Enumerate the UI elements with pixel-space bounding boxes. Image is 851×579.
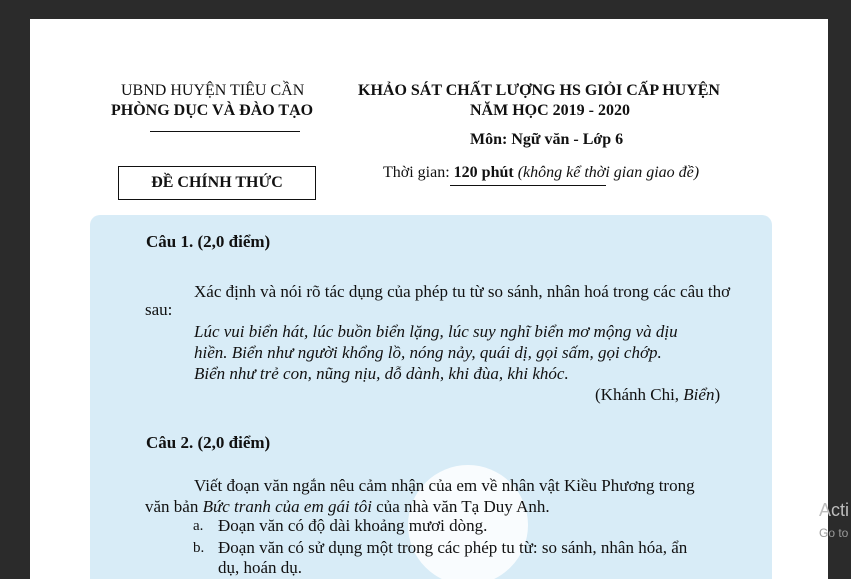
department-line1: UBND HUYỆN TIÊU CẦN: [121, 82, 305, 99]
poem-line-3: Biển như trẻ con, nũng nịu, dỗ dành, khi đùa, khi khóc.: [194, 364, 569, 383]
item-b-text-line1: Đoạn văn có sử dụng một trong các phép tu từ: so sánh, nhân hóa, ẩn: [218, 538, 688, 557]
question-2-title: Câu 2. (2,0 điểm): [146, 433, 271, 452]
poem-source: [595, 384, 720, 405]
underline-time: [450, 185, 606, 186]
time-value: 120 phút: [453, 164, 514, 181]
document-page: [30, 19, 828, 579]
prompt-part-a: văn bản: [145, 497, 203, 516]
underline-department: [150, 131, 300, 132]
question-1-prompt-line1: Xác định và nói rõ tác dụng của phép tu từ so sánh, nhân hoá trong các câu thơ: [194, 282, 731, 301]
official-exam-box: ĐỀ CHÍNH THỨC: [118, 166, 316, 200]
item-a-text: Đoạn văn có độ dài khoảng mươi dòng.: [218, 516, 488, 535]
poem-line-1: Lúc vui biển hát, lúc buồn biển lặng, lúc suy nghĩ biển mơ mộng và dịu: [194, 322, 678, 341]
time-label: Thời gian:: [383, 164, 454, 181]
exam-time: [383, 163, 699, 183]
question-1-title: Câu 1. (2,0 điểm): [146, 232, 271, 251]
exam-subject: Môn: Ngữ văn - Lớp 6: [470, 131, 624, 148]
department-line2: PHÒNG DỤC VÀ ĐÀO TẠO: [111, 102, 314, 119]
prompt-part-c: của nhà văn Tạ Duy Anh.: [371, 497, 550, 516]
source-work: Biển: [683, 385, 715, 404]
exam-title-line2: NĂM HỌC 2019 - 2020: [470, 102, 630, 119]
source-author: (Khánh Chi,: [595, 385, 684, 404]
question-2-prompt-line2: [145, 496, 550, 517]
item-b-text-line2: dụ, hoán dụ.: [218, 558, 303, 577]
exam-title-line1: KHẢO SÁT CHẤT LƯỢNG HS GIỎI CẤP HUYỆN: [358, 82, 720, 99]
item-b-marker: b.: [193, 540, 205, 556]
windows-activation-hint: Go to: [819, 526, 849, 540]
windows-activation-text: Acti: [819, 500, 850, 520]
question-1-prompt-line2: sau:: [145, 300, 173, 319]
item-a-marker: a.: [193, 518, 204, 534]
question-2-prompt-line1: Viết đoạn văn ngắn nêu cảm nhận của em về nhân vật Kiều Phương trong: [194, 476, 695, 495]
poem-line-2: hiền. Biển như người khổng lồ, nóng nảy, quái dị, gọi sấm, gọi chớp.: [194, 343, 662, 362]
prompt-work-title: Bức tranh của em gái tôi: [202, 497, 372, 516]
time-note: (không kể thời gian giao đề): [513, 164, 700, 181]
source-end: ): [714, 385, 721, 404]
